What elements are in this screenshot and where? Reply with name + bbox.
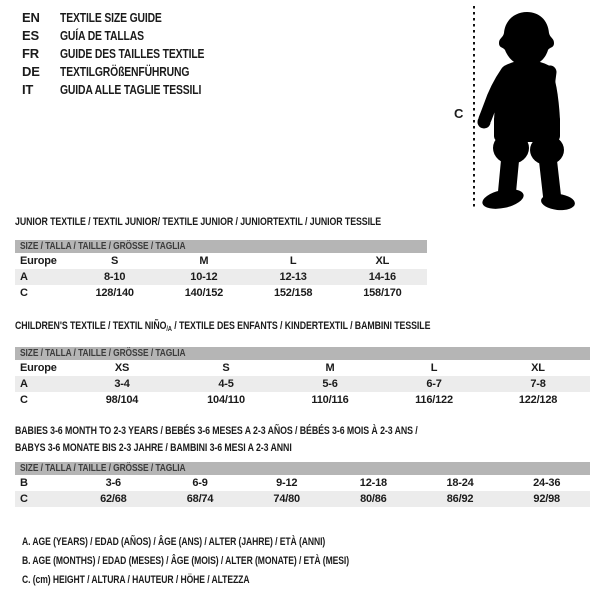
language-row: [22, 62, 240, 80]
language-row: [22, 80, 240, 98]
size-header-label: SIZE / TALLA / TAILLE / GRÖSSE / TAGLIA: [20, 347, 186, 359]
table-row: [15, 269, 427, 285]
row-label: A: [20, 378, 28, 390]
language-title-list: [22, 8, 240, 98]
table-cell: 24-36: [533, 477, 561, 489]
guide-title: TEXTILGRÖßENFÜHRUNG: [60, 63, 190, 79]
table-cell: XL: [375, 255, 390, 267]
legend-line-a: [22, 532, 441, 551]
language-row: [22, 44, 240, 62]
table-cell: 122/128: [518, 394, 558, 406]
table-cell: 9-12: [276, 477, 298, 489]
babies-section-title: [15, 423, 518, 457]
table-cell: 4-5: [218, 378, 234, 390]
language-code: DE: [22, 63, 40, 79]
table-cell: 18-24: [446, 477, 474, 489]
guide-title: GUIDE DES TAILLES TEXTILE: [60, 45, 205, 61]
table-cell: 7-8: [530, 378, 546, 390]
table-cell: 140/152: [184, 287, 224, 299]
height-measure-label: C: [454, 106, 464, 121]
table-cell: 158/170: [363, 287, 402, 299]
table-cell: S: [111, 255, 119, 267]
row-label: Europe: [20, 255, 57, 267]
table-row: [15, 491, 590, 507]
table-cell: 68/74: [186, 493, 214, 505]
legend-text: B. AGE (MONTHS) / EDAD (MESES) / ÂGE (MOIS) / ALTER (MONATE) / ETÀ (MESI): [22, 554, 350, 567]
table-row: [15, 253, 427, 269]
title-line: BABIES 3-6 MONTH TO 2-3 YEARS / BEBÉS 3-6 MESES A 2-3 AÑOS / BÉBÉS 3-6 MOIS À 2-3 ANS /: [15, 425, 418, 437]
title-part: / TEXTILE DES ENFANTS / KINDERTEXTIL / BAMBINI TESSILE: [171, 320, 431, 332]
table-cell: L: [289, 255, 297, 267]
language-code: FR: [22, 45, 39, 61]
table-cell: 14-16: [368, 271, 396, 283]
table-cell: 8-10: [104, 271, 126, 283]
table-cell: 74/80: [273, 493, 300, 505]
children-size-table: [15, 347, 590, 408]
size-header-bar: [15, 240, 427, 253]
table-cell: 12-13: [279, 271, 307, 283]
table-cell: 80/86: [360, 493, 387, 505]
language-code: EN: [22, 9, 40, 25]
guide-title: GUÍA DE TALLAS: [60, 27, 144, 43]
legend: [22, 532, 441, 589]
guide-title: GUIDA ALLE TAGLIE TESSILI: [60, 81, 202, 97]
title-part: CHILDREN'S TEXTILE / TEXTIL NIÑO: [15, 320, 167, 332]
table-cell: 12-18: [359, 477, 387, 489]
row-label: B: [20, 477, 28, 489]
junior-section-title: JUNIOR TEXTILE / TEXTIL JUNIOR/ TEXTILE JUNIOR / JUNIORTEXTIL / JUNIOR TESSILE: [15, 216, 382, 228]
junior-size-table: [15, 240, 427, 301]
row-label: C: [20, 287, 28, 299]
size-header-label: SIZE / TALLA / TAILLE / GRÖSSE / TAGLIA: [20, 462, 186, 474]
table-cell: XL: [531, 362, 545, 374]
size-header-bar: [15, 462, 590, 475]
table-cell: 104/110: [207, 394, 245, 406]
row-label: C: [20, 394, 28, 406]
table-cell: 116/122: [415, 394, 453, 406]
guide-title: TEXTILE SIZE GUIDE: [60, 9, 162, 25]
table-cell: 92/98: [533, 493, 560, 505]
table-cell: 3-6: [105, 477, 121, 489]
legend-text: C. (cm) HEIGHT / ALTURA / HAUTEUR / HÖHE / ALTEZZA: [22, 573, 250, 586]
table-cell: L: [430, 362, 438, 374]
table-cell: 98/104: [105, 394, 139, 406]
table-cell: M: [199, 255, 209, 267]
table-cell: 5-6: [322, 378, 338, 390]
baby-height-figure: [448, 2, 600, 214]
legend-line-c: [22, 570, 441, 589]
legend-text: A. AGE (YEARS) / EDAD (AÑOS) / ÂGE (ANS) / ALTER (JAHRE) / ETÀ (ANNI): [22, 535, 326, 548]
row-label: C: [20, 493, 28, 505]
table-row: [15, 360, 590, 376]
table-cell: 86/92: [446, 493, 474, 505]
table-cell: 128/140: [95, 287, 134, 299]
table-row: [15, 285, 427, 301]
language-code: IT: [22, 81, 34, 97]
table-cell: 62/68: [100, 493, 127, 505]
table-cell: 6-7: [426, 378, 442, 390]
baby-silhouette-shape: [478, 12, 576, 212]
title-line: BABYS 3-6 MONATE BIS 2-3 JAHRE / BAMBINI 3-6 MESI A 2-3 ANNI: [15, 442, 292, 454]
table-row: [15, 475, 590, 491]
table-cell: 152/158: [273, 287, 313, 299]
title-subscript: /A: [166, 326, 172, 333]
babies-size-table: [15, 462, 590, 507]
table-cell: 3-4: [114, 378, 130, 390]
row-label: A: [20, 271, 28, 283]
size-header-label: SIZE / TALLA / TAILLE / GRÖSSE / TAGLIA: [20, 240, 186, 252]
language-row: [22, 26, 240, 44]
table-cell: 6-9: [192, 477, 208, 489]
table-row: [15, 376, 590, 392]
table-row: [15, 392, 590, 408]
language-row: [22, 8, 240, 26]
row-label: Europe: [20, 362, 57, 374]
table-cell: S: [222, 362, 230, 374]
children-section-title: [15, 318, 430, 338]
size-header-bar: [15, 347, 590, 360]
language-code: ES: [22, 27, 39, 43]
table-cell: 110/116: [311, 394, 349, 406]
legend-line-b: [22, 551, 441, 570]
table-cell: 10-12: [190, 271, 218, 283]
baby-silhouette-icon: [448, 2, 600, 214]
table-cell: M: [325, 362, 335, 374]
table-cell: XS: [114, 362, 130, 374]
